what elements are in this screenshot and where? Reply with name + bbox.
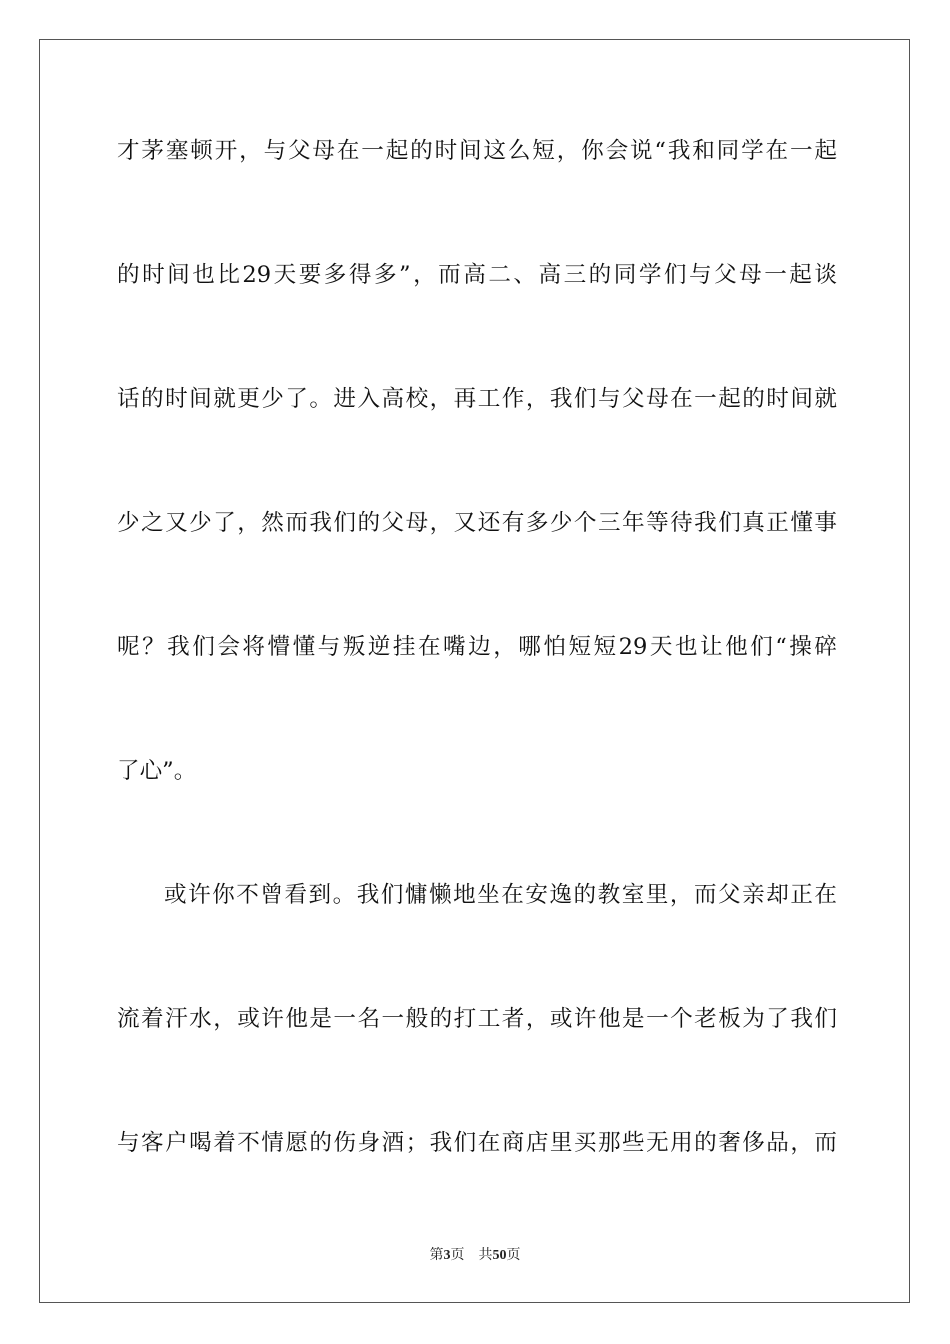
total-suffix: 页 bbox=[506, 1248, 521, 1263]
body-text-line-1: 才茅塞顿开，与父母在一起的时间这么短，你会说“我和同学在一起 bbox=[117, 138, 837, 164]
body-text-line-5: 呢？我们会将懵懂与叛逆挂在嘴边，哪怕短短29天也让他们“操碎 bbox=[117, 634, 837, 660]
page-border bbox=[39, 39, 910, 1303]
total-prefix: 共 bbox=[478, 1248, 493, 1263]
page-prefix: 第 bbox=[429, 1248, 444, 1263]
body-text-line-9: 与客户喝着不情愿的伤身酒；我们在商店里买那些无用的奢侈品，而 bbox=[117, 1130, 837, 1156]
body-text-line-8: 流着汗水，或许他是一名一般的打工者，或许他是一个老板为了我们 bbox=[117, 1006, 837, 1032]
total-pages-number: 50 bbox=[492, 1248, 507, 1263]
body-text-line-3: 话的时间就更少了。进入高校，再工作，我们与父母在一起的时间就 bbox=[117, 386, 837, 412]
paragraph-start-line: 或许你不曾看到。我们慵懒地坐在安逸的教室里，而父亲却正在 bbox=[164, 882, 837, 908]
body-text-line-4: 少之又少了，然而我们的父母，又还有多少个三年等待我们真正懂事 bbox=[117, 510, 837, 536]
current-page-number: 3 bbox=[443, 1248, 451, 1263]
page-suffix: 页 bbox=[450, 1248, 465, 1263]
page-footer bbox=[0, 1247, 950, 1265]
body-text-line-2: 的时间也比29天要多得多”，而高二、高三的同学们与父母一起谈 bbox=[117, 262, 837, 288]
body-text-line-6: 了心”。 bbox=[117, 758, 197, 784]
